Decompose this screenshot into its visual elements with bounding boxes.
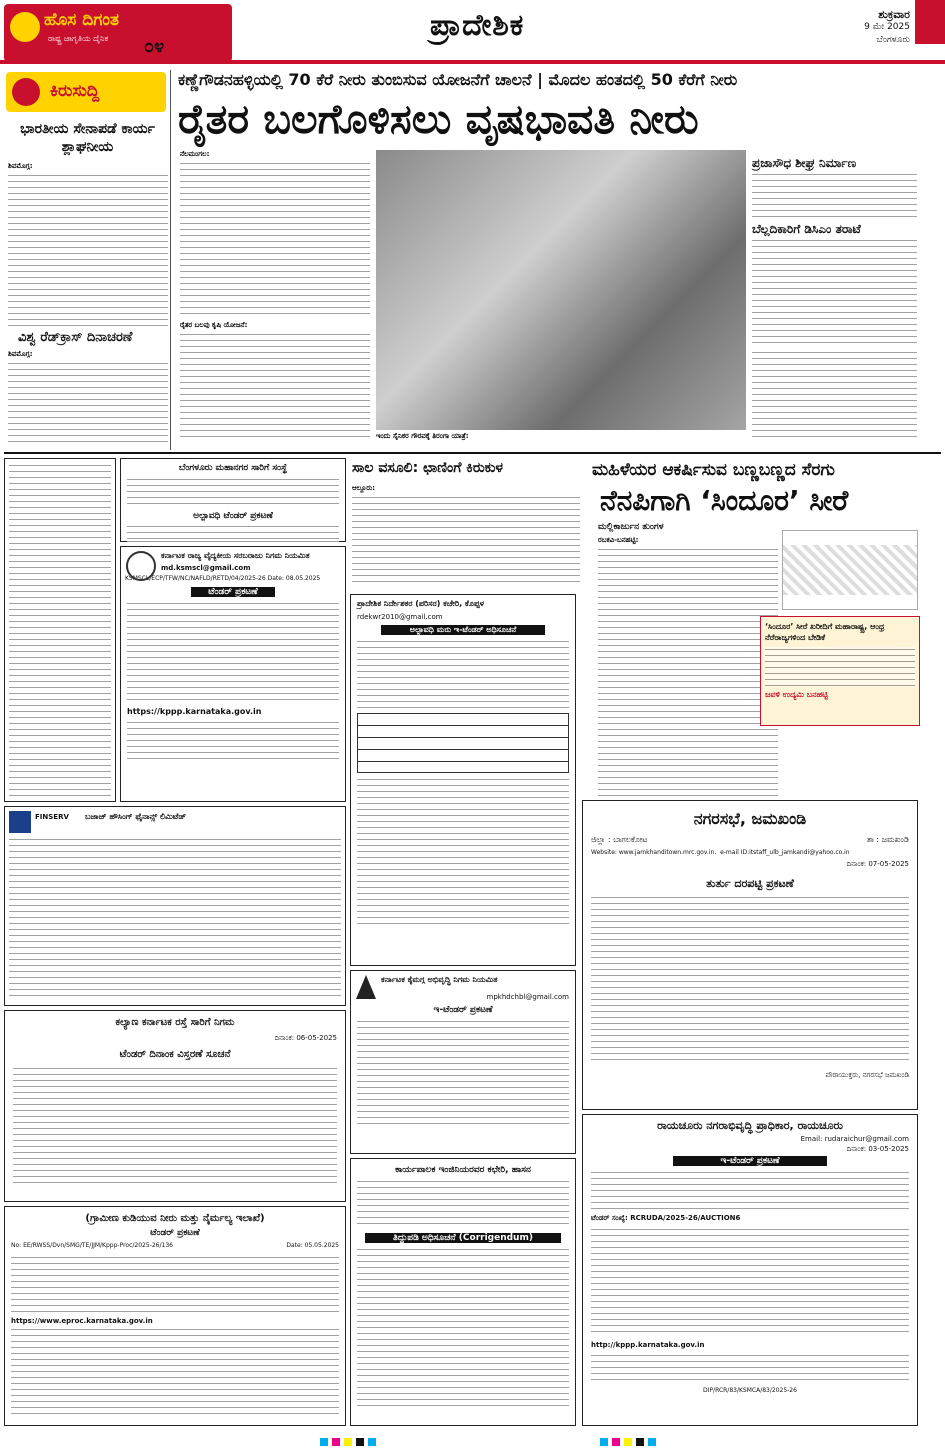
rwss-notice: ಟೆಂಡರ್ ಪ್ರಕಟಣೆ	[150, 1228, 200, 1238]
raichur-footer: DIP/RCR/83/KSMCA/83/2025-26	[703, 1387, 797, 1394]
story2-body	[8, 350, 168, 446]
ksmscl-website: https://kppp.karnataka.gov.in	[127, 707, 262, 716]
lead-dateline: ನೆಲಮಂಗಲ:	[180, 150, 210, 158]
raichur-org: ರಾಯಚೂರು ನಗರಾಭಿವೃದ್ಧಿ ಪ್ರಾಧಿಕಾರ, ರಾಯಚೂರು	[657, 1119, 843, 1132]
ad-rdekwr	[350, 594, 576, 966]
saala-dateline: ಆಲ್ದೂರು:	[352, 484, 375, 492]
rdekwr-notice: ಅಲ್ಪಾವಧಿ ಮರು ಇ-ಟೆಂಡರ್ ಅಧಿಸೂಚನೆ	[381, 625, 545, 635]
ad-bbmp	[120, 458, 346, 542]
bbmp-subtitle: ಅಲ್ಪಾವಧಿ ಟೆಂಡರ್ ಪ್ರಕಟಣೆ	[193, 511, 273, 521]
sindoor-box-title: ‘ಸಿಂದೂರ’ ಸೀರೆ ಖರೀದಿಗೆ ಮಹಾರಾಷ್ಟ್ರ, ಆಂಧ್ರ ನೆರೆರಾಜ್ಯಗಳಿಂದ ಬೇಡಿಕೆ	[765, 622, 885, 642]
jamkhandi-org: ನಗರಸಭೆ, ಜಮಖಂಡಿ	[693, 809, 807, 828]
jamkhandi-notice: ತುರ್ತು ದರಪಟ್ಟಿ ಪ್ರಕಟಣೆ	[706, 877, 794, 890]
jamkhandi-taluk: ತಾ : ಜಮಖಂಡಿ	[866, 835, 909, 844]
dateline	[815, 8, 910, 47]
story2-title: ವಿಶ್ವ ರೆಡ್‌ಕ್ರಾಸ್ ದಿನಾಚರಣೆ	[18, 330, 133, 345]
sindoor-kicker: ಮಹಿಳೆಯರ ಆಕರ್ಷಿಸುವ ಬಣ್ಣಬಣ್ಣದ ಸೆರಗು	[592, 460, 835, 480]
sidebar-body-2	[752, 238, 917, 344]
hassan-notice: ತಿದ್ದುಪಡಿ ಅಧಿಸೂಚನೆ (Corrigendum)	[365, 1233, 561, 1243]
raichur-email: Email: rudaraichur@gmail.com	[800, 1135, 909, 1143]
bbmp-org: ಬೆಂಗಳೂರು ಮಹಾನಗರ ಸಾರಿಗೆ ಸಂಸ್ಥೆ	[178, 463, 288, 473]
ad-hassan	[350, 1158, 576, 1426]
hassan-org: ಕಾರ್ಯಪಾಲಕ ಇಂಜಿನಿಯರವರ ಕಛೇರಿ, ಹಾಸನ	[395, 1165, 531, 1175]
page-header	[0, 0, 945, 64]
header-accent-bar	[915, 0, 945, 44]
dateline-day: ಶುಕ್ರವಾರ	[878, 8, 910, 21]
page-number: ೦೪	[144, 36, 165, 57]
jamkhandi-contacts	[583, 845, 917, 856]
krstc-notice: ಟೆಂಡರ್ ದಿನಾಂಕ ವಿಸ್ತರಣೆ ಸೂಚನೆ	[119, 1049, 231, 1060]
sidebar-body-1	[752, 172, 917, 220]
raichur-date: ದಿನಾಂಕ: 03-05-2025	[846, 1145, 909, 1153]
dateline-date: 9 ಮೇ 2025	[864, 22, 910, 32]
sidebar-title-1: ಪ್ರಜಾಸೌಧ ಶೀಘ್ರ ನಿರ್ಮಾಣ	[752, 156, 857, 170]
jamkhandi-location	[583, 829, 917, 845]
sindoor-headline: ನೆನಪಿಗಾಗಿ ‘ಸಿಂದೂರ’ ಸೀರೆ	[600, 484, 849, 517]
lead-body-col1	[180, 150, 370, 440]
kirusuddi-badge	[6, 72, 166, 112]
story1-title: ಭಾರತೀಯ ಸೇನಾಪಡೆ ಕಾರ್ಯ ಶ್ಲಾಘನೀಯ	[20, 121, 155, 155]
ksmscl-emblem-icon	[126, 551, 156, 581]
ksmscl-notice: ಟೆಂಡರ್ ಪ್ರಕಟಣೆ	[191, 587, 275, 597]
lead-headline: ರೈತರ ಬಲಗೊಳಿಸಲು ವೃಷಭಾವತಿ ನೀರು	[178, 95, 699, 143]
sindoor-dateline: ರಬಕವಿ-ಬನಹಟ್ಟಿ:	[598, 536, 639, 544]
story1-body	[8, 162, 168, 327]
krstc-org: ಕಲ್ಯಾಣ ಕರ್ನಾಟಕ ರಸ್ತೆ ಸಾರಿಗೆ ನಿಗಮ	[115, 1017, 235, 1028]
masthead-name: ಹೊಸ ದಿಗಂತ	[44, 10, 119, 30]
lead-subhead-2: ಇಂದು ಸೈನಿಕರ ಗೌರವಕ್ಕೆ ತಿರಂಗಾ ಯಾತ್ರೆ:	[376, 432, 469, 440]
rwss-dept: (ಗ್ರಾಮೀಣ ಕುಡಿಯುವ ನೀರು ಮತ್ತು ನೈರ್ಮಲ್ಯ ಇಲಾಖೆ)	[85, 1213, 265, 1224]
raichur-ref: ಟೆಂಡರ್ ಸಂಖ್ಯೆ: RCRUDA/2025-26/AUCTION6	[591, 1214, 741, 1222]
sidebar-title-2: ಬೆಲ್ಲದಿಕಾರಿಗೆ ಡಿಸಿಎಂ ತರಾಟೆ	[752, 222, 861, 236]
masthead	[4, 4, 232, 62]
raichur-notice: ಇ-ಟೆಂಡರ್ ಪ್ರಕಟಣೆ	[673, 1156, 827, 1166]
ad-krstc	[4, 1010, 346, 1202]
sindoor-body	[598, 536, 778, 796]
bajaj-org: ಬಜಾಜ್ ಹೌಸಿಂಗ್ ಫೈನಾನ್ಸ್ ಲಿಮಿಟೆಡ್	[85, 812, 187, 821]
jamkhandi-date: ದಿನಾಂಕ: 07-05-2025	[846, 860, 909, 868]
ksmscl-ref-line	[121, 572, 345, 585]
section-title: ಪ್ರಾದೇಶಿಕ	[430, 8, 525, 43]
rwss-ref: No: EE/RWSS/Dvn/SMG/TE/JJM/Kppp-Proc/2025-26/136	[11, 1242, 173, 1249]
column-divider	[170, 70, 171, 450]
small-ad-1	[4, 458, 116, 802]
sindoor-box	[760, 616, 920, 726]
krstc-date: ದಿನಾಂಕ: 06-05-2025	[274, 1034, 337, 1042]
ksmscl-email: md.ksmscl@gmail.com	[161, 564, 251, 572]
sidebar-body-3	[752, 350, 917, 440]
masthead-logo-icon	[10, 12, 40, 42]
ksmscl-date: Date: 08.05.2025	[267, 575, 321, 582]
registration-marks	[600, 1438, 660, 1446]
ad-bajaj	[4, 806, 346, 1006]
jamkhandi-district: ಜಿಲ್ಲಾ : ಬಾಗಲಕೋಟ	[591, 835, 648, 844]
rwss-ref-line	[5, 1238, 345, 1253]
lead-photo	[376, 150, 746, 430]
ad-raichur	[582, 1114, 918, 1426]
sindoor-box-footer: ಜವಳಿ ಉದ್ಯಮಿ ಬನಹಟ್ಟಿ	[765, 690, 828, 699]
fold-divider	[4, 452, 941, 454]
saree-photo	[782, 530, 918, 610]
ad-rwss	[4, 1206, 346, 1426]
rdekwr-org: ಪ್ರಾದೇಶಿಕ ನಿರ್ದೇಶಕರ (ಪರಿಸರ) ಕಚೇರಿ, ಕೊಪ್ಪಳ	[357, 599, 485, 608]
story1-dateline: ಶಿವಮೊಗ್ಗ:	[8, 162, 33, 170]
mpkhd-org: ಕರ್ನಾಟಕ ಕೈಮಗ್ಗ ಅಭಿವೃದ್ಧಿ ನಿಗಮ ನಿಯಮಿತ	[381, 975, 498, 984]
dateline-city: ಬೆಂಗಳೂರು	[876, 35, 910, 45]
ad-ksmscl	[120, 546, 346, 802]
ksmscl-org: ಕರ್ನಾಟಕ ರಾಜ್ಯ ವೈದ್ಯಕೀಯ ಸರಬರಾಜು ನಿಗಮ ನಿಯಮಿತ	[161, 551, 310, 560]
bajaj-brand: FINSERV	[35, 813, 69, 821]
ad-mpkhd	[350, 970, 576, 1154]
kirusuddi-label: ಕಿರುಸುದ್ದಿ	[50, 81, 100, 101]
mpkhd-email: mpkhdchbl@gmail.com	[486, 993, 569, 1001]
jamkhandi-email: e-mail ID:itstaff_ulb_jamkandi@yahoo.co.in	[720, 849, 850, 856]
registration-marks	[320, 1438, 380, 1446]
masthead-tagline: ರಾಷ್ಟ್ರ ಜಾಗೃತಿಯ ದೈನಿಕ	[48, 34, 109, 43]
mpkhd-notice: ಇ-ಟೆಂಡರ್ ಪ್ರಕಟಣೆ	[433, 1005, 493, 1015]
rwss-website: https://www.eproc.karnataka.gov.in	[11, 1317, 153, 1325]
saala-body	[352, 484, 580, 584]
raichur-website: http://kppp.karnataka.gov.in	[591, 1341, 705, 1349]
story2-dateline: ಶಿವಮೊಗ್ಗ:	[8, 350, 33, 358]
ad-jamkhandi	[582, 800, 918, 1110]
jamkhandi-sign: ಪೌರಾಯುಕ್ತರು, ನಗರಸಭೆ ಜಮಖಂಡಿ	[825, 1071, 909, 1079]
lead-photo-caption	[376, 432, 746, 446]
lead-subhead-1: ರೈತರ ಬಲವು ಕೃಷಿ ಯೋಜನೆ:	[180, 321, 248, 329]
saala-title: ಸಾಲ ವಸೂಲಿ: ಛಾಣಿಂಗೆ ಕಿರುಕುಳ	[352, 460, 504, 476]
hand-icon	[12, 78, 40, 106]
rdekwr-table	[357, 713, 569, 773]
ksmscl-ref: KSMSCL/ECP/TFW/NC/NAFLD/RETD/04/2025-26	[125, 575, 266, 582]
jamkhandi-website: Website: www.jamkhanditown.mrc.gov.in.	[591, 849, 717, 856]
rdekwr-email: rdekwr2010@gmail.com	[357, 613, 443, 621]
lead-kicker: ಕಣ್ಣೆಗೌಡನಹಳ್ಳಿಯಲ್ಲಿ 70 ಕೆರೆ ನೀರು ತುಂಬಿಸುವ ಯೋಜನೆಗೆ ಚಾಲನೆ | ಮೊದಲ ಹಂತದಲ್ಲಿ 50 ಕೆರೆಗೆ ನೀರು	[178, 70, 738, 89]
bajaj-logo-icon	[9, 811, 31, 833]
sindoor-byline: ಮಲ್ಲಿಕಾರ್ಜುನ ತುಂಗಳ	[598, 522, 664, 532]
rwss-date: Date: 05.05.2025	[286, 1242, 339, 1249]
